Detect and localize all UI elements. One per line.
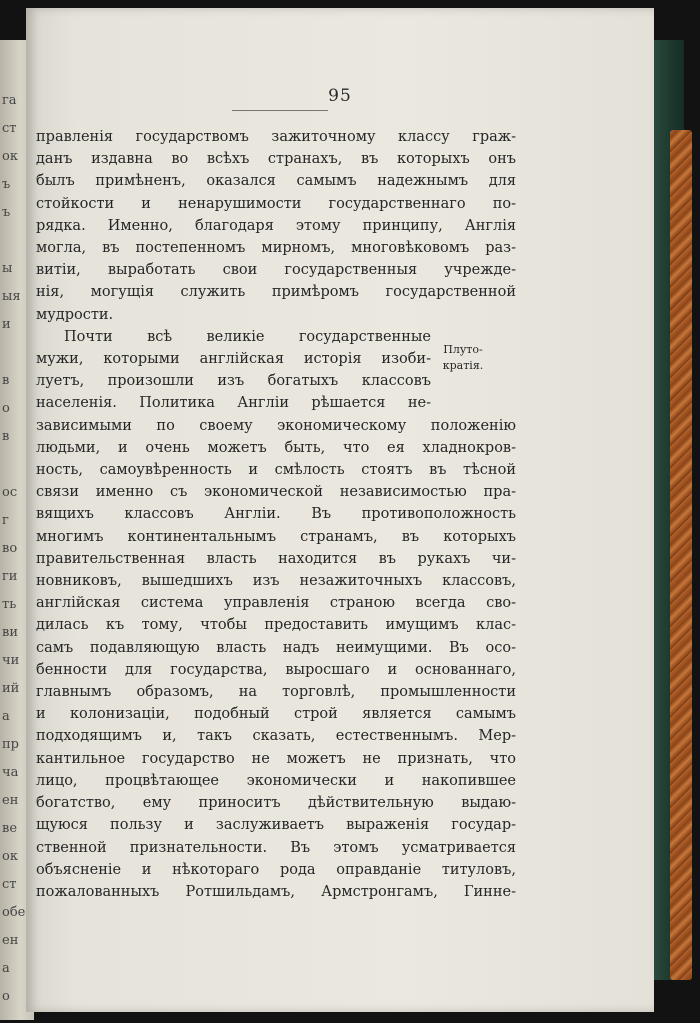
text-line: новниковъ, вышедшихъ изъ незажиточныхъ классовъ, [36,573,516,590]
previous-page-fragment: г [2,513,9,528]
previous-page-fragment: ен [2,793,19,808]
previous-page-fragment: ъ [2,177,11,192]
previous-page-fragment: ча [2,765,19,780]
previous-page-fragment: о [2,401,10,416]
previous-page-fragment: о [2,989,10,1004]
previous-page-fragment: в [2,373,10,388]
text-line: ность, самоувѣренность и смѣлость стоятъ въ тѣсной [36,462,516,479]
previous-page-fragment: ос [2,485,18,500]
text-line: ственной признательности. Въ этомъ усматривается [36,839,516,856]
previous-page-fragment: ги [2,569,18,584]
text-line: Почти всѣ великіе государственные [64,328,431,345]
text-line: стойкости и ненарушимости государственнаго по- [36,195,516,212]
previous-page-fragment: чи [2,653,20,668]
marginal-note-line: Плуто- [443,343,483,356]
text-line: зависимыми по своему экономическому положенію [36,417,516,434]
text-line: щуюся пользу и заслуживаетъ выраженія государ- [36,817,516,834]
text-line: витіи, выработать свои государственныя учрежде- [36,262,516,279]
text-line: главнымъ образомъ, на торговлѣ, промышленности [36,684,516,701]
text-line: былъ примѣненъ, оказался самымъ надежнымъ для [36,173,516,190]
previous-page-fragment: а [2,961,10,976]
text-line: людьми, и очень можетъ быть, что ея хладнокров- [36,439,516,456]
text-line: правительственная власть находится въ рукахъ чи- [36,550,516,567]
text-line: вящихъ классовъ Англіи. Въ противоположность [36,506,516,523]
previous-page-fragment: а [2,709,10,724]
text-line: дилась къ тому, чтобы предоставить имущимъ клас- [36,617,516,634]
previous-page-fragment: ъ [2,205,11,220]
text-line: мудрости. [36,306,114,323]
text-line: бенности для государства, выросшаго и основаннаго, [36,661,516,678]
text-line: богатство, ему приноситъ дѣйствительную выдаю- [36,795,516,812]
previous-page-fragment: ок [2,149,18,164]
previous-page-fragment: обе [2,905,26,920]
text-line: англійская система управленія страною всегда сво- [36,595,516,612]
text-line: нія, могущія служить примѣромъ государственной [36,284,516,301]
text-line: лицо, процвѣтающее экономически и накопившее [36,772,516,789]
previous-page-fragment: пр [2,737,19,752]
body-text [36,126,516,903]
previous-page-fragment: в [2,429,10,444]
previous-page-fragment: ыя [2,289,21,304]
text-line: связи именно съ экономической независимостью пра- [36,484,516,501]
previous-page-fragment: ть [2,597,17,612]
text-line: могла, въ постепенномъ мирномъ, многовѣковомъ раз- [36,240,516,257]
text-line: самъ подавляющую власть надъ неимущими. Въ осо- [36,639,516,656]
previous-page-fragment: и [2,317,11,332]
text-line: и колонизаціи, подобный строй является самымъ [36,706,516,723]
previous-page-fragment: ст [2,877,17,892]
previous-page-fragment: ви [2,625,18,640]
text-line: подходящимъ и, такъ сказать, естественнымъ. Мер- [36,728,516,745]
text-line: пожалованныхъ Ротшильдамъ, Армстронгамъ, Гинне- [36,883,516,900]
previous-page-fragment: га [2,93,17,108]
previous-page-fragment: ст [2,121,17,136]
text-line: населенія. Политика Англіи рѣшается не- [36,395,431,412]
marginal-note-line: кратія. [442,359,484,372]
previous-page-fragment: ве [2,821,18,836]
text-line: кантильное государство не можетъ не признать, что [36,750,516,767]
previous-page-fragment: ы [2,261,13,276]
text-line: мужи, которыми англійская исторія изоби- [36,351,431,368]
text-line: данъ издавна во всѣхъ странахъ, въ которыхъ онъ [36,151,516,168]
decorated-page-edge [670,130,692,980]
previous-page-fragment: ий [2,681,20,696]
text-line: правленія государствомъ зажиточному классу граж- [36,129,516,145]
previous-page-fragment: во [2,541,18,556]
text-line: луетъ, произошли изъ богатыхъ классовъ [36,373,431,390]
page-number-rule [232,110,328,111]
previous-page-fragment: ок [2,849,18,864]
text-line: объясненіе и нѣкотораго рода оправданіе титуловъ, [36,861,516,878]
text-line: рядка. Именно, благодаря этому принципу, Англія [36,217,516,234]
previous-page-fragment: ен [2,933,19,948]
marginal-note [432,342,494,374]
page-number: 95 [328,86,352,106]
text-line: многимъ континентальнымъ странамъ, въ которыхъ [36,528,516,545]
